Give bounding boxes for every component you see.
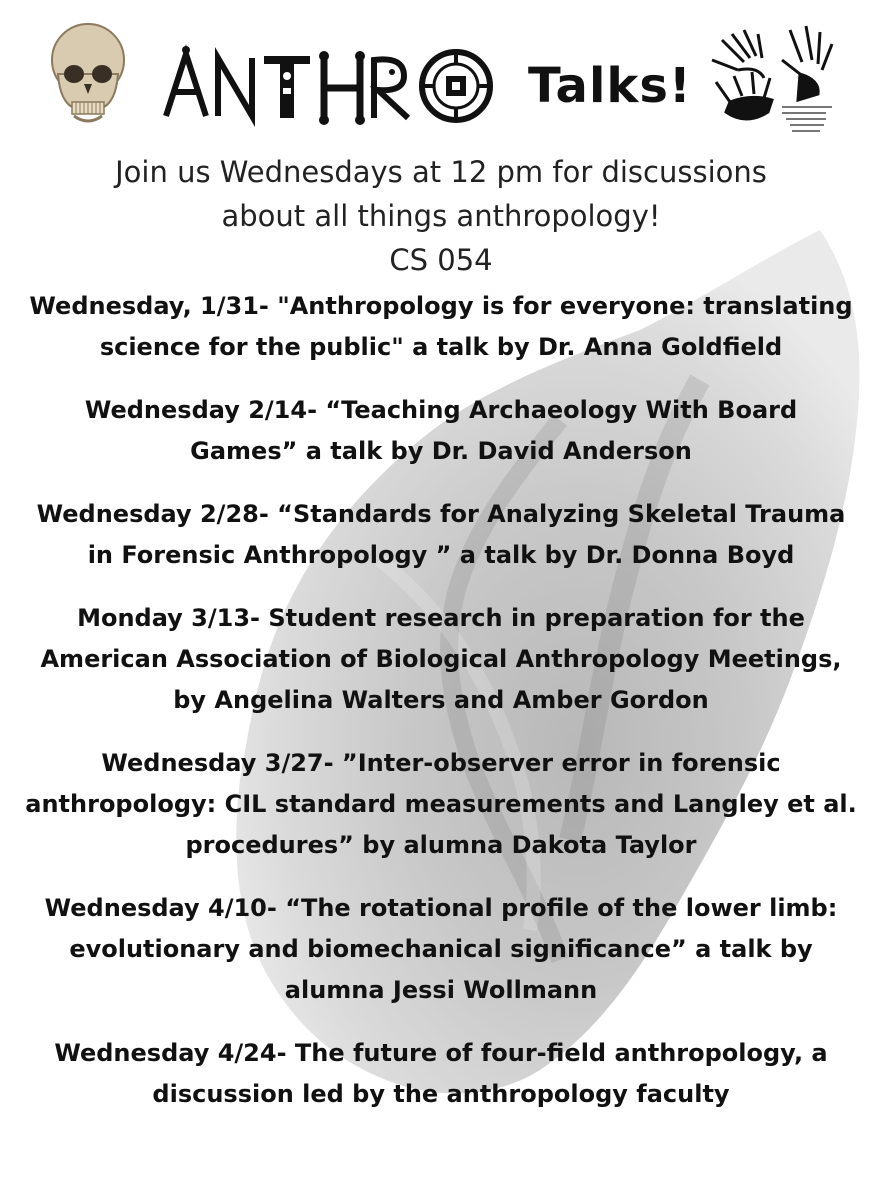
event-line: discussion led by the anthropology faculty — [152, 1080, 730, 1108]
event-line: Wednesday, 1/31- "Anthropology is for everyone: translating — [29, 292, 853, 320]
hands-icon — [702, 20, 842, 150]
title-suffix: Talks! — [528, 58, 692, 114]
event-line: Wednesday 4/10- “The rotational profile of the lower limb: — [44, 894, 838, 922]
event-line: anthropology: CIL standard measurements and Langley et al. — [25, 790, 857, 818]
intro-line-2: about all things anthropology! — [221, 199, 661, 233]
event-item — [0, 888, 882, 1011]
event-item — [0, 743, 882, 866]
event-line: alumna Jessi Wollmann — [284, 976, 598, 1004]
anthro-logo — [160, 25, 500, 130]
event-list — [0, 286, 882, 1115]
intro — [0, 150, 882, 282]
event-line: Wednesday 2/14- “Teaching Archaeology With Board — [84, 396, 798, 424]
event-line: American Association of Biological Anthropology Meetings, — [40, 645, 842, 673]
event-line: procedures” by alumna Dakota Taylor — [185, 831, 697, 859]
event-line: Wednesday 3/27- ”Inter-observer error in forensic — [101, 749, 781, 777]
header — [0, 18, 882, 148]
event-item — [0, 286, 882, 368]
event-line: by Angelina Walters and Amber Gordon — [173, 686, 709, 714]
intro-line-1: Join us Wednesdays at 12 pm for discussions — [115, 155, 767, 189]
event-line: Monday 3/13- Student research in preparation for the — [77, 604, 805, 632]
event-item — [0, 1033, 882, 1115]
event-line: Wednesday 4/24- The future of four-field anthropology, a — [54, 1039, 828, 1067]
skull-icon — [48, 22, 128, 132]
event-line: science for the public" a talk by Dr. Anna Goldfield — [99, 333, 783, 361]
event-line: in Forensic Anthropology ” a talk by Dr. Donna Boyd — [87, 541, 795, 569]
logo-text: ANTHRO — [160, 25, 229, 44]
event-line: Wednesday 2/28- “Standards for Analyzing Skeletal Trauma — [36, 500, 846, 528]
event-line: evolutionary and biomechanical significance” a talk by — [69, 935, 813, 963]
room-number: CS 054 — [389, 243, 493, 277]
event-item — [0, 390, 882, 472]
event-line: Games” a talk by Dr. David Anderson — [190, 437, 692, 465]
event-item — [0, 494, 882, 576]
event-item — [0, 598, 882, 721]
